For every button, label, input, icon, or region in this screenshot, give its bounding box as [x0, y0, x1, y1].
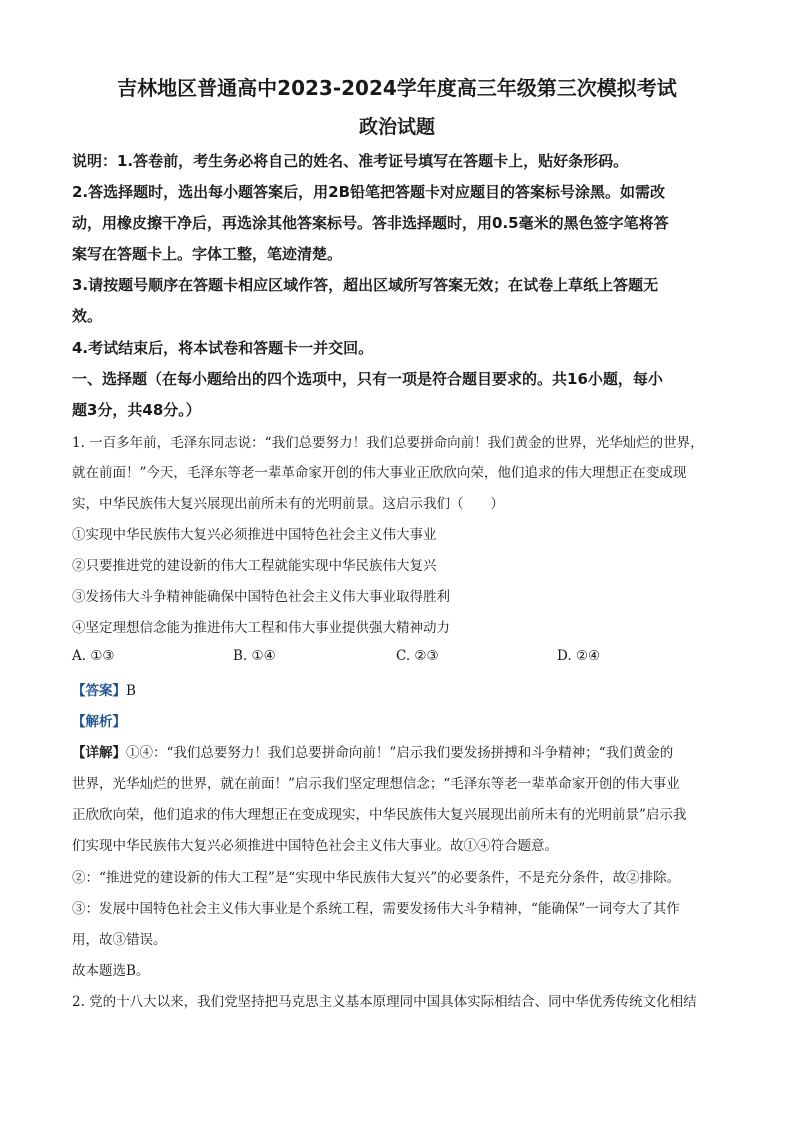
- q2-stem-line-1: 2. 党的十八大以来，我们党坚持把马克思主义基本原理同中国具体实际相结合、同中华优秀传统文化相结: [72, 994, 697, 1010]
- detail-text-1: ①④：“我们总要努力！我们总要拼命向前！”启示我们要发扬拼搏和斗争精神；“我们黄金的: [126, 745, 674, 761]
- q1-answer: [72, 679, 136, 699]
- q1-statement-2: ②只要推进党的建设新的伟大工程就能实现中华民族伟大复兴: [72, 558, 437, 574]
- exam-title: 吉林地区普通高中2023-2024学年度高三年级第三次模拟考试: [117, 76, 677, 100]
- answer-tag: 【答案】: [72, 683, 126, 699]
- exam-subtitle: 政治试题: [358, 116, 435, 138]
- section-heading-line-2: 题3分，共48分。）: [72, 401, 201, 419]
- q1-detail-line-3: 正欣欣向荣，他们追求的伟大理想正在变成现实，中华民族伟大复兴展现出前所未有的光明前景”启示我: [72, 807, 687, 823]
- q1-option-b: B. ①④: [233, 648, 276, 664]
- q1-analysis-heading: [72, 710, 126, 730]
- q1-detail-line-6: ③：发展中国特色社会主义伟大事业是个系统工程，需要发扬伟大斗争精神，“能确保”一词夸大了其作: [72, 901, 680, 917]
- q1-detail-line-4: 们实现中华民族伟大复兴必须推进中国特色社会主义伟大事业。故①④符合题意。: [72, 838, 558, 854]
- instruction-line-4: 案写在答题卡上。字体工整，笔迹清楚。: [72, 245, 343, 263]
- instruction-line-7: 4.考试结束后，将本试卷和答题卡一并交回。: [72, 339, 374, 357]
- section-heading-line-1: 一、选择题（在每小题给出的四个选项中，只有一项是符合题目要求的。共16小题，每小: [72, 370, 663, 388]
- q1-stem-line-3: 实，中华民族伟大复兴展现出前所未有的光明前景。这启示我们（ ）: [72, 496, 504, 512]
- q1-statement-3: ③发扬伟大斗争精神能确保中国特色社会主义伟大事业取得胜利: [72, 589, 450, 605]
- instruction-line-5: 3.请按题号顺序在答题卡相应区域作答，超出区域所写答案无效；在试卷上草纸上答题无: [72, 276, 659, 294]
- q1-statement-4: ④坚定理想信念能为推进伟大工程和伟大事业提供强大精神动力: [72, 620, 450, 636]
- q1-stem-line-1: 1. 一百多年前，毛泽东同志说：“我们总要努力！我们总要拼命向前！我们黄金的世界，光华灿烂的世界，: [72, 435, 704, 451]
- instruction-line-6: 效。: [72, 307, 103, 325]
- detail-tag: 【详解】: [72, 745, 126, 761]
- instruction-line-2: 2.答选择题时，选出每小题答案后，用2B铅笔把答题卡对应题目的答案标号涂黑。如需改: [72, 183, 666, 201]
- q1-detail-line-5: ②：“推进党的建设新的伟大工程”是“实现中华民族伟大复兴”的必要条件，不是充分条件，故②排除。: [72, 870, 681, 886]
- q1-option-a: A. ①③: [72, 648, 115, 664]
- answer-value: B: [126, 683, 136, 699]
- analysis-tag: 【解析】: [72, 714, 126, 730]
- q1-option-c: C. ②③: [396, 648, 439, 664]
- instruction-line-3: 动，用橡皮擦干净后，再选涂其他答案标号。答非选择题时，用0.5毫米的黑色签字笔将答: [72, 214, 669, 232]
- q1-stem-line-2: 就在前面！”今天，毛泽东等老一辈革命家开创的伟大事业正欣欣向荣，他们追求的伟大理想正在变成现: [72, 465, 687, 481]
- q1-option-d: D. ②④: [557, 648, 601, 664]
- q1-detail-line-1: [72, 741, 673, 761]
- q1-detail-line-2: 世界，光华灿烂的世界，就在前面！”启示我们坚定理想信念；“毛泽东等老一辈革命家开创的伟大事业: [72, 776, 680, 792]
- q1-detail-line-7: 用，故③错误。: [72, 932, 167, 948]
- q1-conclusion: 故本题选B。: [72, 963, 150, 979]
- q1-statement-1: ①实现中华民族伟大复兴必须推进中国特色社会主义伟大事业: [72, 527, 437, 543]
- instruction-line-1: 说明：1.答卷前，考生务必将自己的姓名、准考证号填写在答题卡上，贴好条形码。: [72, 152, 629, 170]
